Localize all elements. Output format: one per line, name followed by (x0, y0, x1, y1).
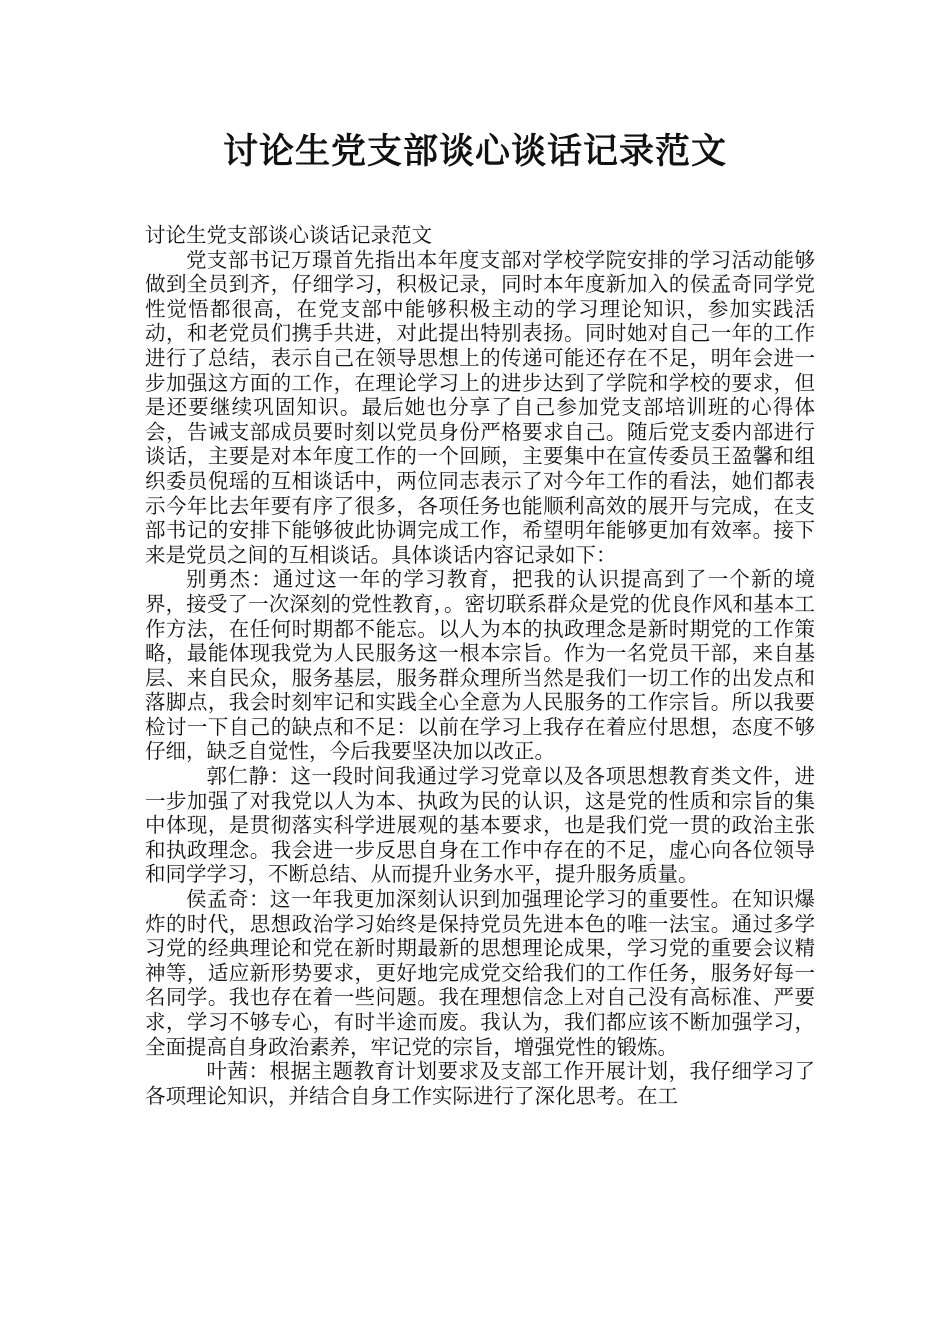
document-subtitle: 讨论生党支部谈心谈话记录范文 (145, 223, 432, 247)
paragraph-bie-yongjie: 别勇杰：通过这一年的学习教育，把我的认识提高到了一个新的境界，接受了一次深刻的党性教育，。密切联系群众是党的优良作风和基本工作方法，在任何时期都不能忘。以人为本的执政理念是新时期党的工作策略，最能体现我党为人民服务这一根本宗旨。作为一名党员干部，来自基层、来自民众，服务基层，服务群众理所当然是我们一切工作的出发点和落脚点，我会时刻牢记和实践全心全意为人民服务的工作宗旨。所以我要检讨一下自己的缺点和不足：以前在学习上我存在着应付思想，态度不够仔细，缺乏自觉性，今后我要坚决加以改正。 (145, 567, 815, 764)
paragraph-hou-mengqi: 侯孟奇：这一年我更加深刻认识到加强理论学习的重要性。在知识爆炸的时代，思想政治学习始终是保持党员先进本色的唯一法宝。通过多学习党的经典理论和党在新时期最新的思想理论成果，学习党的重要会议精神等，适应新形势要求，更好地完成党交给我们的工作任务，服务好每一名同学。我也存在着一些问题。我在理想信念上对自己没有高标准、严要求，学习不够专心，有时半途而废。我认为，我们都应该不断加强学习，全面提高自身政治素养，牢记党的宗旨，增强党性的锻炼。 (145, 887, 815, 1059)
paragraph-secretary-summary: 党支部书记万璟首先指出本年度支部对学校学院安排的学习活动能够做到全员到齐，仔细学习，积极记录，同时本年度新加入的侯孟奇同学党性觉悟都很高，在党支部中能够积极主动的学习理论知识，参加实践活动，和老党员们携手共进，对此提出特别表扬。同时她对自己一年的工作进行了总结，表示自己在领导思想上的传递可能还存在不足，明年会进一步加强这方面的工作，在理论学习上的进步达到了学院和学校的要求，但是还要继续巩固知识。最后她也分享了自己参加党支部培训班的心得体会，告诫支部成员要时刻以党员身份严格要求自己。随后党支委内部进行谈话，主要是对本年度工作的一个回顾，主要集中在宣传委员王盈馨和组织委员倪瑶的互相谈话中，两位同志表示了对今年工作的看法，她们都表示今年比去年要有序了很多，各项任务也能顺利高效的展开与完成，在支部书记的安排下能够彼此协调完成工作，希望明年能够更加有效率。接下来是党员之间的互相谈话。具体谈话内容记录如下： (145, 247, 815, 567)
paragraph-ye-xi: 叶茜：根据主题教育计划要求及支部工作开展计划，我仔细学习了各项理论知识，并结合自身工作实际进行了深化思考。在工 (145, 1059, 815, 1108)
paragraph-guo-renjing: 郭仁静：这一段时间我通过学习党章以及各项思想教育类文件，进一步加强了对我党以人为本、执政为民的认识，这是党的性质和宗旨的集中体现，是贯彻落实科学进展观的基本要求，也是我们党一贯的政治主张和执政理念。我会进一步反思自身在工作中存在的不足，虚心向各位领导和同学学习，不断总结、从而提升业务水平，提升服务质量。 (145, 764, 815, 887)
document-body (145, 223, 815, 1108)
document-title: 讨论生党支部谈心谈话记录范文 (222, 132, 727, 172)
